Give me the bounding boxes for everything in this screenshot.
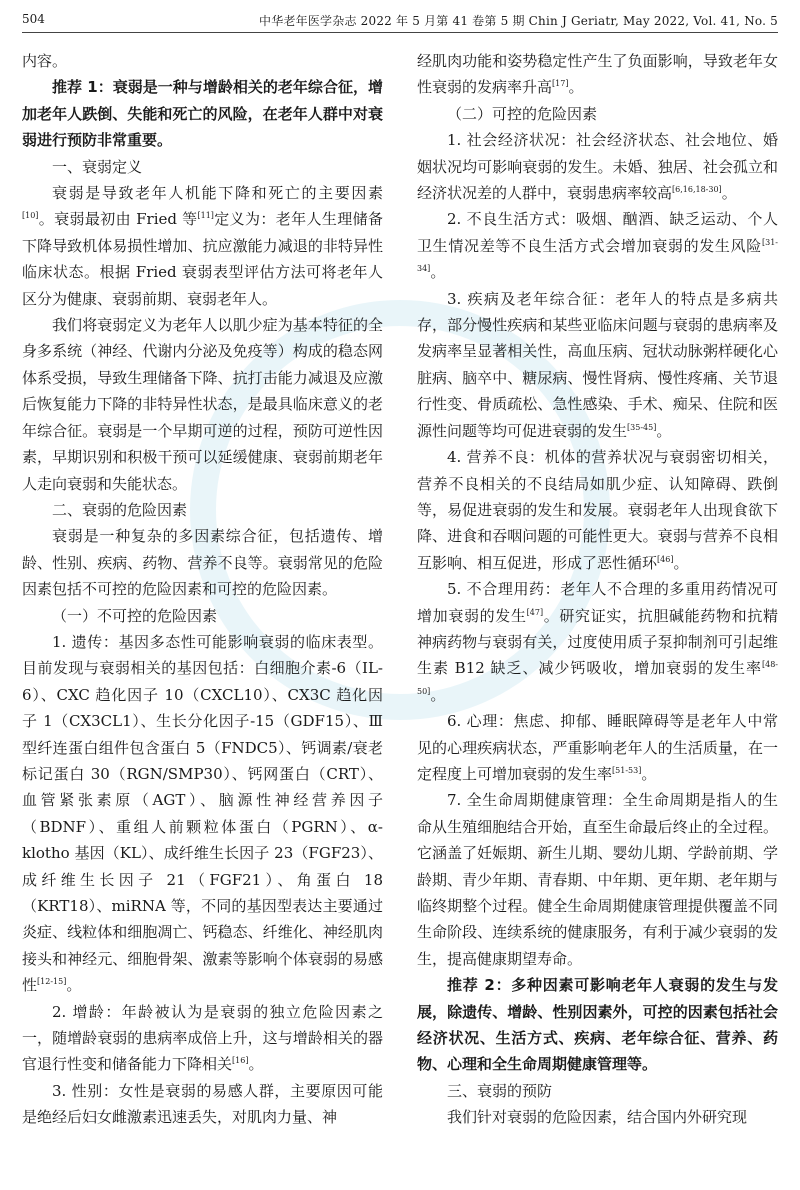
recommendation-2: 推荐 2：多种因素可影响老年人衰弱的发生与发展，除遗传、增龄、性别因素外，可控的因素包括社会经济状况、生活方式、疾病、老年综合征、营养、药物、心理和全生命周期健康管理等。 [417, 976, 778, 1074]
paragraph-sex: 3. 性别：女性是衰弱的易感人群，主要原因可能是绝经后妇女雌激素迅速丢失，对肌肉力量、神 [22, 1081, 383, 1127]
citation: [47] [526, 607, 544, 617]
paragraph: 我们将衰弱定义为老年人以肌少症为基本特征的全身多系统（神经、代谢内分泌及免疫等）构成的稳态网体系受损，导致生理储备下降、抗打击能力减退及应激后恢复能力下降的非特异性状态，是最具临床意义的老年综合征。衰弱是一个早期可逆的过程，预防可逆性因素，早期识别和积极干预可以延缓健康、衰弱前期老年人走向衰弱和失能状态。 [22, 316, 383, 493]
citation: [31-34] [417, 237, 778, 274]
subsection-heading-controllable: （二）可控的危险因素 [447, 104, 598, 123]
section-heading-prevention: 三、衰弱的预防 [447, 1081, 553, 1100]
citation: [46] [657, 554, 674, 564]
citation: [48-50] [417, 660, 778, 696]
running-title: 中华老年医学杂志 2022 年 5 月第 41 卷第 5 期 Chin J Geriatr, May 2022, Vol. 41, No. 5 [259, 14, 778, 28]
paragraph-genetics: 1. 遗传：基因多态性可能影响衰弱的临床表型。目前发现与衰弱相关的基因包括：白细胞介素-6（IL-6）、CXC 趋化因子 10（CXCL10）、CX3C 趋化因子 1（CX3CL1）、生长分化因子-15（GDF15）、Ⅲ型纤连蛋白组件包含蛋白 5（FNDC5）、钙调素/衰老标记蛋白 30（RGN/SMP30）、钙网蛋白（CRT）、血管紧张素原（AGT）、脑源性神经营养因子（BDNF）、重组人前颗粒体蛋白（PGRN）、α-klotho 基因（KL）、成纤维生长因子 23（FGF23）、成纤维生长因子 21（FGF21）、角蛋白 18（KRT18）、miRNA 等，不同的基因型表达主要通过炎症、线粒体和细胞凋亡、钙稳态、纤维化、神经肌肉接头和神经元、细胞骨架、激素等影响个体衰弱的易感性[12-15]。 [22, 632, 383, 995]
paragraph-disease: 3. 疾病及老年综合征：老年人的特点是多病共存，部分慢性疾病和某些亚临床问题与衰弱的患病率及发病率呈显著相关性，高血压病、冠状动脉粥样硬化心脏病、脑卒中、糖尿病、慢性肾病、慢性疼痛、关节退行性变、骨质疏松、急性感染、手术、痴呆、住院和医源性问题等均可促进衰弱的发生[35-45]。 [417, 289, 778, 440]
paragraph-age: 2. 增龄：年龄被认为是衰弱的独立危险因素之一，随增龄衰弱的患病率成倍上升，这与增龄相关的器官退行性变和储备能力下降相关[16]。 [22, 1002, 383, 1074]
citation: [10] [22, 211, 39, 221]
paragraph: 我们针对衰弱的危险因素，结合国内外研究现 [447, 1108, 748, 1127]
paragraph-continuation: 经肌肉功能和姿势稳定性产生了负面影响，导致老年女性衰弱的发病率升高[17]。 [417, 52, 778, 97]
page-number: 504 [22, 12, 45, 26]
paragraph-malnutrition: 4. 营养不良：机体的营养状况与衰弱密切相关，营养不良相关的不良结局如肌少症、认知障碍、跌倒等，易促进衰弱的发生和发展。衰弱老年人出现食欲下降、进食和吞咽问题的可能性更大。衰弱与营养不良相互影响、相互促进，形成了恶性循环[46]。 [417, 448, 778, 572]
section-heading-definition: 一、衰弱定义 [52, 157, 143, 176]
citation: [6,16,18-30] [672, 185, 722, 195]
citation: [11] [197, 211, 214, 221]
citation: [16] [232, 1056, 249, 1066]
page-header [22, 12, 778, 33]
paragraph-psychology: 6. 心理：焦虑、抑郁、睡眠障碍等是老年人中常见的心理疾病状态，严重影响老年人的生活质量，在一定程度上可增加衰弱的发生率[51-53]。 [417, 712, 778, 783]
paragraph-continuation: 内容。 [22, 52, 68, 70]
paragraph-lifestyle: 2. 不良生活方式：吸烟、酗酒、缺乏运动、个人卫生情况差等不良生活方式会增加衰弱的发生风险[31-34]。 [417, 210, 778, 282]
subsection-heading-uncontrollable: （一）不可控的危险因素 [52, 606, 218, 625]
right-column [417, 48, 778, 1131]
citation: [51-53] [612, 765, 642, 775]
citation: [35-45] [627, 422, 657, 432]
citation: [17] [552, 79, 569, 89]
paragraph: 衰弱是一种复杂的多因素综合征，包括遗传、增龄、性别、疾病、药物、营养不良等。衰弱常见的危险因素包括不可控的危险因素和可控的危险因素。 [22, 527, 383, 599]
citation: [12-15] [37, 977, 67, 987]
paragraph-lifecycle: 7. 全生命周期健康管理：全生命周期是指人的生命从生殖细胞结合开始，直至生命最后终止的全过程。它涵盖了妊娠期、新生儿期、婴幼儿期、学龄前期、学龄期、青少年期、青春期、中年期、更年期、老年期与临终期整个过程。健全生命周期健康管理提供覆盖不同生命阶段、连续系统的健康服务，有利于减少衰弱的发生，提高健康期望寿命。 [417, 791, 778, 968]
paragraph: 衰弱是导致老年人机能下降和死亡的主要因素[10]。衰弱最初由 Fried 等[11]定义为：老年人生理储备下降导致机体易损性增加、抗应激能力减退的非特异性临床状态。根据 Fried 衰弱表型评估方法可将老年人区分为健康、衰弱前期、衰弱老年人。 [22, 184, 383, 308]
paragraph-medication: 5. 不合理用药：老年人不合理的多重用药情况可增加衰弱的发生[47]。研究证实，抗胆碱能药物和抗精神病药物与衰弱有关，过度使用质子泵抑制剂可引起维生素 B12 缺乏、减少钙吸收，增加衰弱的发生率[48-50]。 [417, 580, 778, 704]
paragraph-socioeconomic: 1. 社会经济状况：社会经济状态、社会地位、婚姻状况均可影响衰弱的发生。未婚、独居、社会孤立和经济状况差的人群中，衰弱患病率较高[6,16,18-30]。 [417, 131, 778, 203]
section-heading-risk-factors: 二、衰弱的危险因素 [52, 500, 188, 519]
recommendation-1: 推荐 1：衰弱是一种与增龄相关的老年综合征，增加老年人跌倒、失能和死亡的风险，在老年人群中对衰弱进行预防非常重要。 [22, 78, 383, 150]
left-column [22, 48, 383, 1131]
